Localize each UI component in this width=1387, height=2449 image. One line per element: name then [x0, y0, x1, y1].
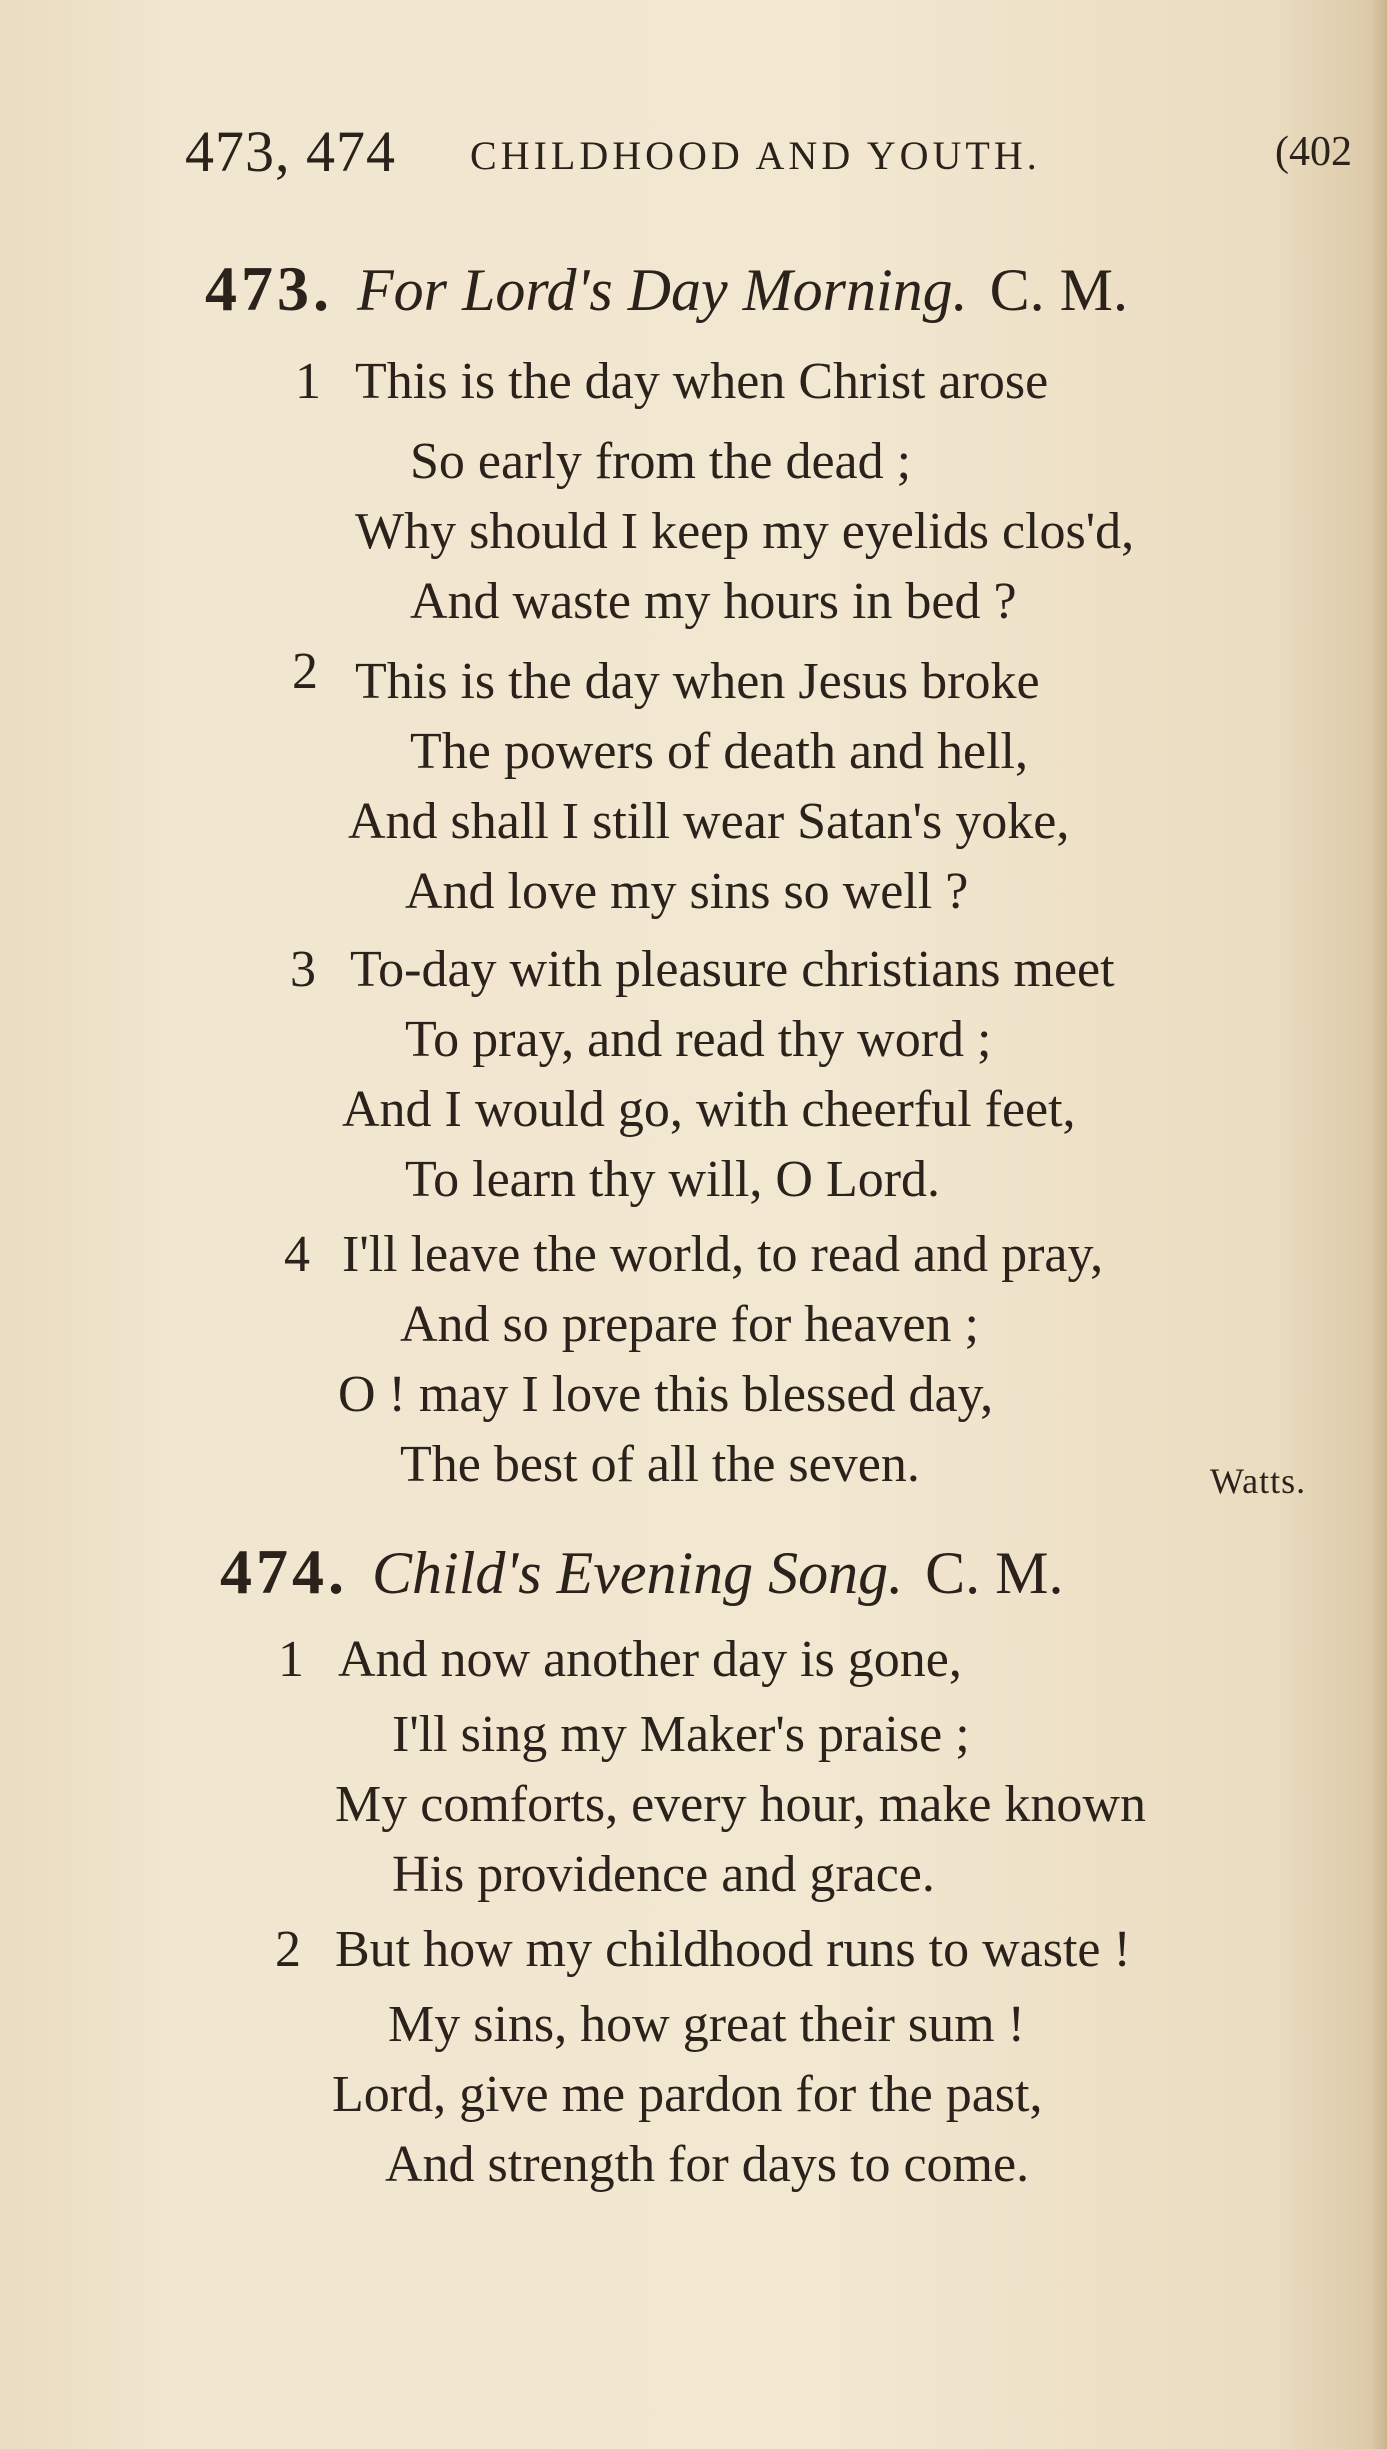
verse-line: This is the day when Christ arose — [355, 353, 1049, 410]
hymn-attribution: Watts. — [1210, 1461, 1307, 1501]
page-number: (402 — [1275, 129, 1352, 175]
verse-line: This is the day when Jesus broke — [355, 653, 1040, 710]
verse-number: 1 — [278, 1631, 304, 1688]
verse-number: 2 — [292, 643, 318, 700]
verse-line: The powers of death and hell, — [410, 723, 1029, 780]
hymn-meter: C. M. — [925, 1540, 1064, 1606]
hymn-meter: C. M. — [989, 257, 1129, 323]
verse-number: 2 — [275, 1921, 301, 1978]
verse-number: 1 — [295, 353, 321, 410]
verse-line: Why should I keep my eyelids clos'd, — [355, 503, 1135, 560]
verse-line: The best of all the seven. — [400, 1436, 920, 1493]
page-edge — [1373, 0, 1387, 2449]
verse-line: His providence and grace. — [392, 1846, 935, 1903]
hymn-number: 473. — [205, 253, 333, 324]
verse-line: And love my sins so well ? — [405, 863, 969, 920]
verse-line: My sins, how great their sum ! — [388, 1996, 1025, 2053]
verse-line: And so prepare for heaven ; — [400, 1296, 979, 1353]
verse-line: I'll sing my Maker's praise ; — [392, 1706, 970, 1763]
hymn-474-heading — [220, 1535, 1064, 1609]
verse-line: To learn thy will, O Lord. — [405, 1151, 941, 1208]
verse-line: And now another day is gone, — [338, 1631, 962, 1688]
verse-number: 4 — [284, 1226, 310, 1283]
verse-line: To-day with pleasure christians meet — [350, 941, 1115, 998]
verse-line: And waste my hours in bed ? — [410, 573, 1017, 630]
hymn-number: 474. — [220, 1536, 348, 1607]
verse-line: And I would go, with cheerful feet, — [342, 1081, 1076, 1138]
verse-line: But how my childhood runs to waste ! — [335, 1921, 1131, 1978]
hymn-title: For Lord's Day Morning. — [357, 257, 968, 323]
verse-line: So early from the dead ; — [410, 433, 912, 490]
running-head — [185, 118, 1365, 198]
verse-line: Lord, give me pardon for the past, — [332, 2066, 1043, 2123]
running-head-title: CHILDHOOD AND YOUTH. — [470, 133, 1041, 178]
verse-line: To pray, and read thy word ; — [405, 1011, 992, 1068]
verse-line: My comforts, every hour, make known — [335, 1776, 1146, 1833]
running-head-numbers: 473, 474 — [185, 119, 396, 184]
verse-line: And shall I still wear Satan's yoke, — [348, 793, 1070, 850]
verse-line: And strength for days to come. — [385, 2136, 1030, 2193]
verse-number: 3 — [290, 941, 316, 998]
hymn-title: Child's Evening Song. — [372, 1540, 904, 1606]
hymn-473-heading — [205, 252, 1128, 326]
verse-line: I'll leave the world, to read and pray, — [342, 1226, 1104, 1283]
verse-line: O ! may I love this blessed day, — [338, 1366, 994, 1423]
